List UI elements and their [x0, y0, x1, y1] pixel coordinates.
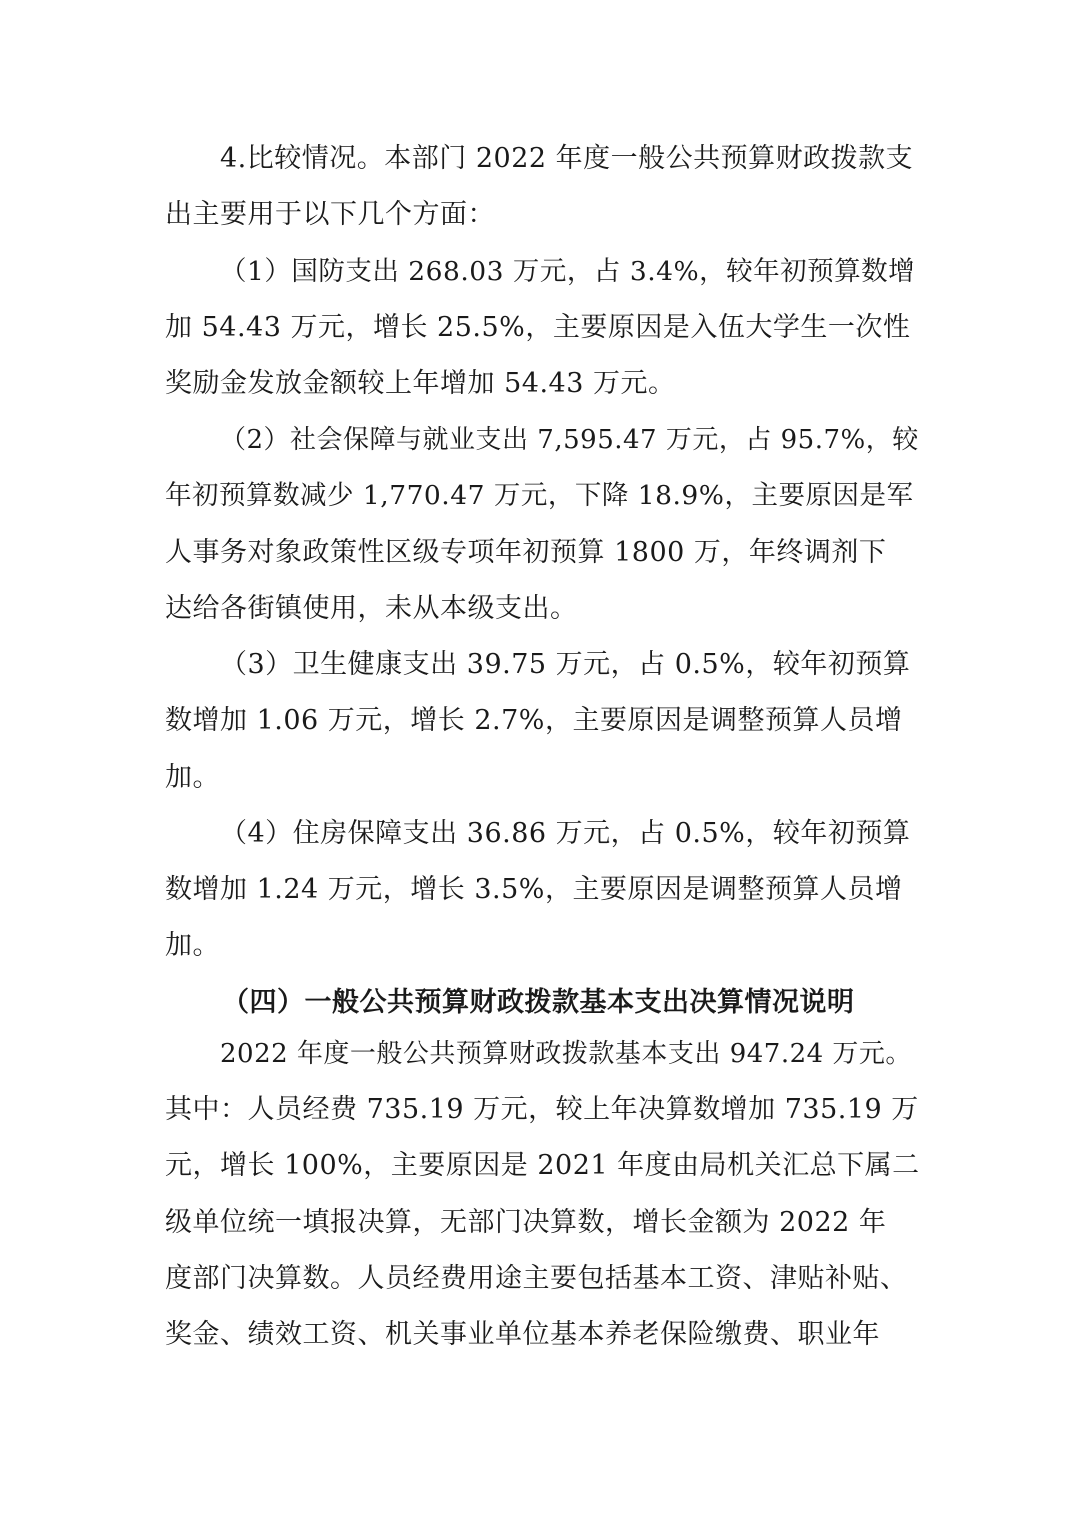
item-3-line-1: （3）卫生健康支出 39.75 万元，占 0.5%，较年初预算	[220, 649, 911, 680]
basic-expenditure-line-3: 元，增长 100%，主要原因是 2021 年度由局机关汇总下属二	[165, 1150, 920, 1181]
basic-expenditure-line-1: 2022 年度一般公共预算财政拨款基本支出 947.24 万元。	[220, 1039, 912, 1069]
item-2-line-3: 人事务对象政策性区级专项年初预算 1800 万，年终调剂下	[165, 537, 887, 568]
item-3-line-3: 加。	[165, 762, 220, 793]
item-1-line-2: 加 54.43 万元，增长 25.5%，主要原因是入伍大学生一次性	[165, 312, 911, 343]
basic-expenditure-line-5: 度部门决算数。人员经费用途主要包括基本工资、津贴补贴、	[165, 1263, 908, 1294]
item-4-line-2: 数增加 1.24 万元，增长 3.5%，主要原因是调整预算人员增	[165, 874, 903, 905]
paragraph-comparison-line-1: 4.比较情况。本部门 2022 年度一般公共预算财政拨款支	[220, 143, 914, 174]
section-heading: （四）一般公共预算财政拨款基本支出决算情况说明	[222, 987, 855, 1018]
item-4-line-3: 加。	[165, 930, 220, 961]
item-2-line-4: 达给各街镇使用，未从本级支出。	[165, 593, 578, 624]
basic-expenditure-line-4: 级单位统一填报决算，无部门决算数，增长金额为 2022 年	[165, 1207, 887, 1238]
item-3-line-2: 数增加 1.06 万元，增长 2.7%，主要原因是调整预算人员增	[165, 705, 903, 736]
item-2-line-1: （2）社会保障与就业支出 7,595.47 万元，占 95.7%，较	[220, 425, 919, 455]
item-4-line-1: （4）住房保障支出 36.86 万元，占 0.5%，较年初预算	[220, 818, 911, 849]
item-1-line-1: （1）国防支出 268.03 万元，占 3.4%，较年初预算数增	[220, 256, 916, 287]
basic-expenditure-line-2: 其中：人员经费 735.19 万元，较上年决算数增加 735.19 万	[165, 1094, 919, 1125]
item-2-line-2: 年初预算数减少 1,770.47 万元，下降 18.9%，主要原因是军	[165, 480, 914, 511]
item-1-line-3: 奖励金发放金额较上年增加 54.43 万元。	[165, 368, 676, 399]
basic-expenditure-line-6: 奖金、绩效工资、机关事业单位基本养老保险缴费、职业年	[165, 1319, 880, 1350]
paragraph-comparison-line-2: 出主要用于以下几个方面：	[165, 199, 495, 230]
